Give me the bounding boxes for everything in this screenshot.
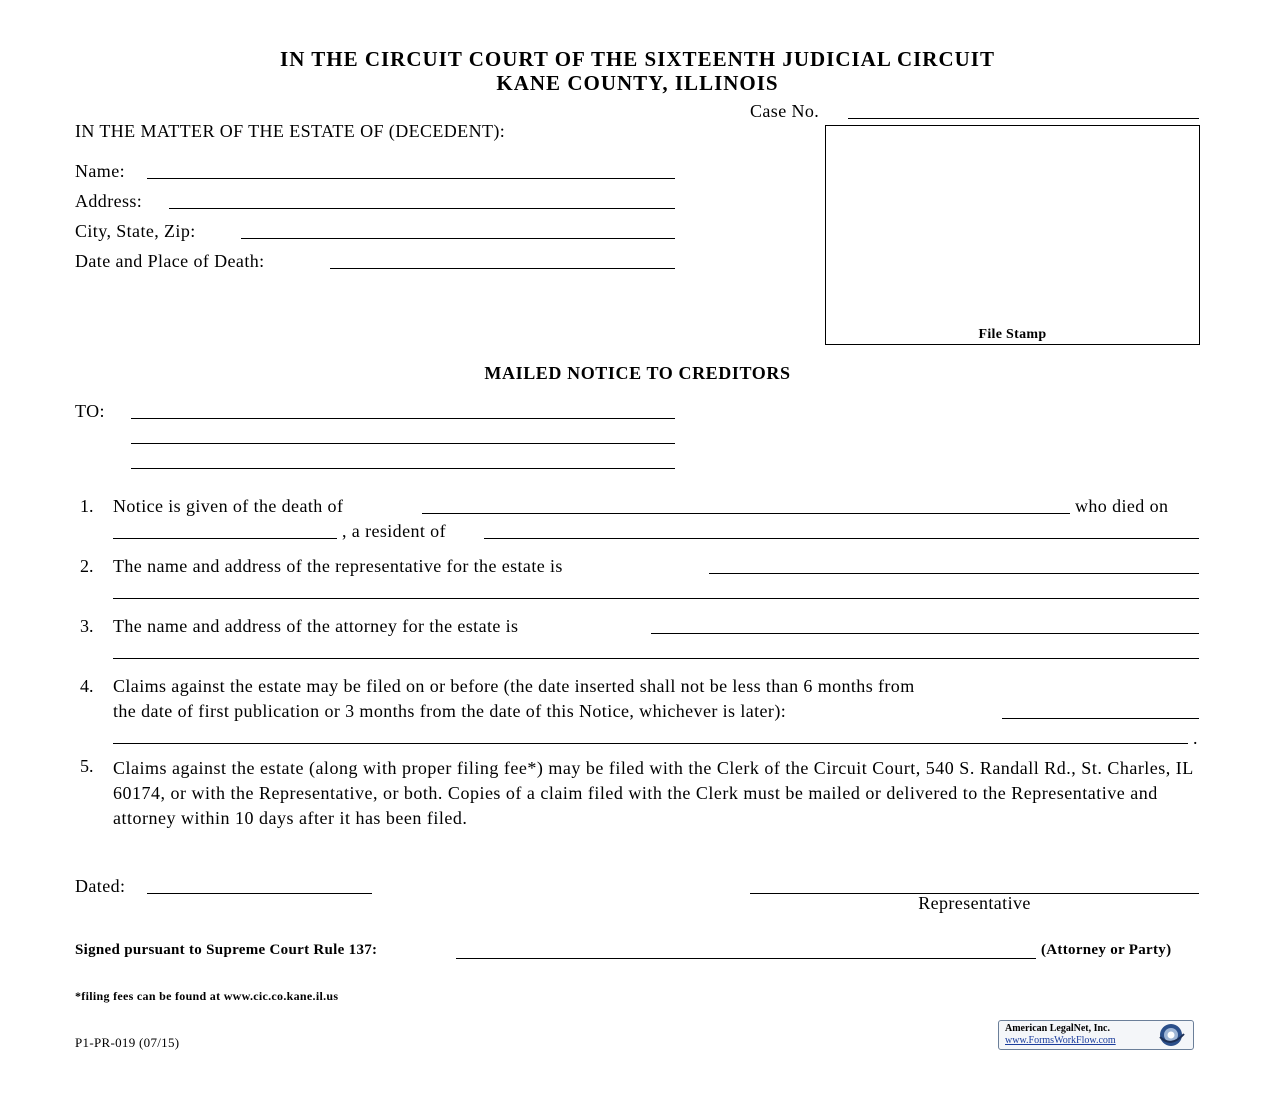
signed-label: Signed pursuant to Supreme Court Rule 137: [75, 942, 378, 958]
claims-date-field-2[interactable] [113, 743, 1188, 744]
item-5-number: 5. [80, 756, 94, 776]
item-1-resident: , a resident of [342, 521, 446, 541]
city-state-zip-label: City, State, Zip: [75, 221, 196, 241]
representative-label: Representative [918, 893, 1031, 913]
claims-date-field-1[interactable] [1002, 718, 1199, 719]
court-heading: IN THE CIRCUIT COURT OF THE SIXTEENTH JUDICIAL CIRCUIT [280, 47, 995, 71]
estate-heading: IN THE MATTER OF THE ESTATE OF (DECEDENT): [75, 121, 506, 141]
county-heading: KANE COUNTY, ILLINOIS [496, 71, 779, 95]
name-field[interactable] [147, 178, 675, 179]
file-stamp-box [825, 125, 1200, 345]
to-field-line-3[interactable] [131, 468, 675, 469]
form-id: P1-PR-019 (07/15) [75, 1035, 180, 1050]
globe-icon [1157, 1022, 1187, 1048]
dated-field[interactable] [147, 893, 372, 894]
attorney-or-party-label: (Attorney or Party) [1041, 942, 1172, 958]
attorney-field-2[interactable] [113, 658, 1199, 659]
death-label: Date and Place of Death: [75, 251, 265, 271]
case-no-label: Case No. [750, 101, 820, 121]
file-stamp-label: File Stamp [978, 327, 1047, 342]
item-2-text: The name and address of the representative for the estate is [113, 556, 563, 576]
item-4-text-line-1: Claims against the estate may be filed on or before (the date inserted shall not be less than 6 months from [113, 676, 915, 696]
address-field[interactable] [169, 208, 675, 209]
item-4-period: . [1193, 728, 1198, 748]
case-no-field[interactable] [848, 118, 1199, 119]
to-field-line-2[interactable] [131, 443, 675, 444]
to-field-line-1[interactable] [131, 418, 675, 419]
representative-field-1[interactable] [709, 573, 1199, 574]
item-4-number: 4. [80, 676, 94, 696]
decedent-name-field[interactable] [422, 513, 1070, 514]
item-4-text-line-2: the date of first publication or 3 months from the date of this Notice, whichever is later): [113, 701, 787, 721]
item-3-text: The name and address of the attorney for the estate is [113, 616, 519, 636]
death-field[interactable] [330, 268, 675, 269]
address-label: Address: [75, 191, 143, 211]
death-date-field[interactable] [113, 538, 337, 539]
dated-label: Dated: [75, 876, 126, 896]
name-label: Name: [75, 161, 125, 181]
notice-title: MAILED NOTICE TO CREDITORS [484, 363, 791, 383]
to-label: TO: [75, 401, 105, 421]
item-1-number: 1. [80, 496, 94, 516]
logo-company-name: American LegalNet, Inc. [1005, 1023, 1110, 1034]
item-3-number: 3. [80, 616, 94, 636]
residence-field[interactable] [484, 538, 1199, 539]
item-1-text: Notice is given of the death of [113, 496, 344, 516]
item-2-number: 2. [80, 556, 94, 576]
attorney-signature-field[interactable] [456, 958, 1036, 959]
filing-fee-footnote: *filing fees can be found at www.cic.co.kane.il.us [75, 989, 339, 1003]
representative-field-2[interactable] [113, 598, 1199, 599]
item-1-died-on: who died on [1075, 496, 1169, 516]
attorney-field-1[interactable] [651, 633, 1199, 634]
logo-url[interactable]: www.FormsWorkFlow.com [1005, 1035, 1116, 1046]
american-legalnet-logo [998, 1020, 1194, 1050]
item-5-text: Claims against the estate (along with proper filing fee*) may be filed with the Clerk of the Circuit Court, 540 S. Randall Rd., St. Charles, IL 60174, or with the Representative, or both. Copies of a claim filed with the Clerk must be mailed or delivered to the Representative and attorney within 10 days after it has been filed. [113, 758, 1194, 828]
city-state-zip-field[interactable] [241, 238, 675, 239]
